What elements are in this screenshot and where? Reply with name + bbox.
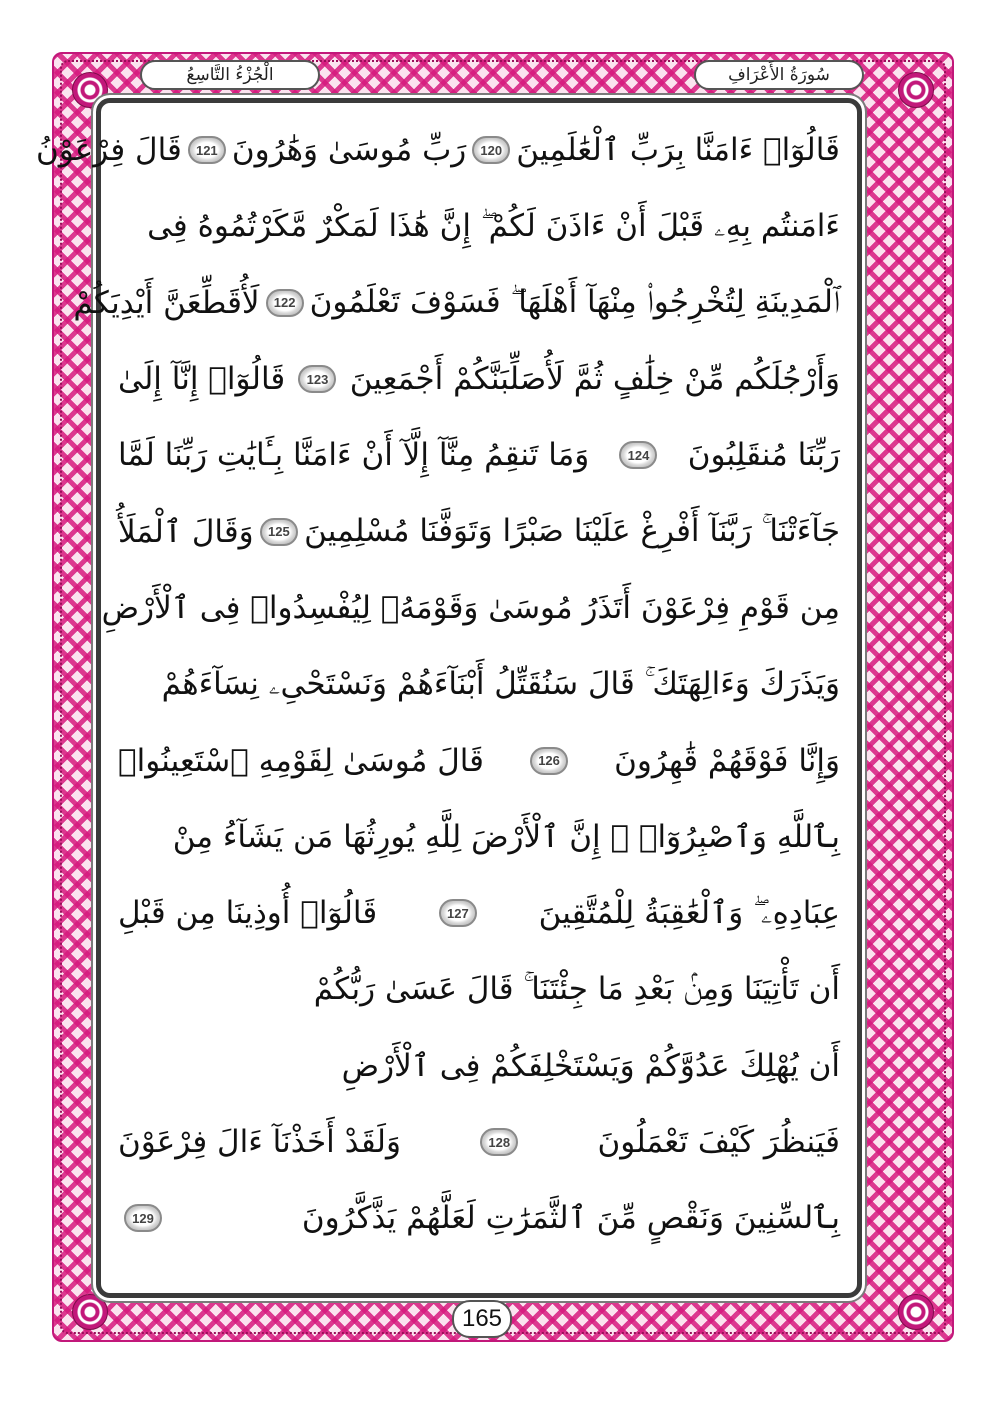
verse-text: أَن تَأْتِيَنَا وَمِنۢ بَعْدِ مَا جِئْتَنَا ۚ قَالَ عَسَىٰ رَبُّكُمْ [313,970,840,1007]
verse-text-area [35,112,840,1256]
verse-text: ءَامَنتُم بِهِۦ قَبْلَ أَنْ ءَاذَنَ لَكُمْ ۖ إِنَّ هَٰذَا لَمَكْرٌ مَّكَرْتُمُوهُ فِى [147,207,840,244]
ayah-number-marker: 126 [530,747,568,775]
verse-text: بِٱلسِّنِينَ وَنَقْصٍ مِّنَ ٱلثَّمَرَٰتِ لَعَلَّهُمْ يَذَّكَّرُونَ [301,1200,840,1237]
verse-text: أَن يُهْلِكَ عَدُوَّكُمْ وَيَسْتَخْلِفَكُمْ فِى ٱلْأَرْضِ [341,1047,840,1084]
verse-text: وَقَالَ ٱلْمَلَأُ [118,513,254,550]
rosette-icon [898,72,934,108]
ayah-number-marker: 122 [266,289,304,317]
verse-text: ٱلْمَدِينَةِ لِتُخْرِجُوا۟ مِنْهَآ أَهْلَهَا ۖ فَسَوْفَ تَعْلَمُونَ [309,284,840,321]
rosette-icon [898,1294,934,1330]
verse-text: رَبِّنَا مُنقَلِبُونَ [687,437,840,474]
page-number: 165 [452,1300,512,1338]
verse-text: قَالُوٓا۟ أُوذِينَا مِن قَبْلِ [118,895,378,932]
verse-line [118,1104,840,1180]
verse-text: فَيَنظُرَ كَيْفَ تَعْمَلُونَ [597,1124,840,1160]
verse-line [35,112,840,188]
ayah-number-marker: 120 [472,136,510,164]
ayah-number-marker: 125 [260,518,298,546]
verse-text: رَبِّ مُوسَىٰ وَهَٰرُونَ [231,132,467,169]
verse-line [118,188,840,264]
verse-text: قَالَ فِرْعَوْنُ [35,132,182,169]
ayah-number-marker: 121 [188,136,226,164]
verse-text: عِبَادِهِۦ ۖ وَٱلْعَٰقِبَةُ لِلْمُتَّقِينَ [538,894,840,931]
verse-line [118,341,840,417]
verse-line [118,1028,840,1104]
verse-line [118,493,840,569]
surah-title: سُورَةُ الأَعْرَافِ [694,60,864,90]
verse-line [118,951,840,1027]
verse-text: مِن قَوْمِ فِرْعَوْنَ أَتَذَرُ مُوسَىٰ وَقَوْمَهُۥ لِيُفْسِدُوا۟ فِى ٱلْأَرْضِ [101,589,840,626]
verse-line [118,875,840,951]
verse-line [118,417,840,493]
verse-text: لَأُقَطِّعَنَّ أَيْدِيَكُمْ [73,284,260,321]
verse-line [101,570,840,646]
rosette-icon [72,1294,108,1330]
verse-text: بِٱللَّهِ وَٱصْبِرُوٓا۟ ۖ إِنَّ ٱلْأَرْضَ لِلَّهِ يُورِثُهَا مَن يَشَآءُ مِنْ [172,818,840,855]
verse-line [118,722,840,798]
verse-line [73,265,840,341]
verse-line [118,799,840,875]
verse-text: وَمَا تَنقِمُ مِنَّآ إِلَّآ أَنْ ءَامَنَّا بِـَٔايَٰتِ رَبِّنَا لَمَّا [118,437,590,474]
verse-text: قَالُوٓا۟ ءَامَنَّا بِرَبِّ ٱلْعَٰلَمِينَ [516,132,840,169]
verse-text: جَآءَتْنَا ۚ رَبَّنَآ أَفْرِغْ عَلَيْنَا صَبْرًا وَتَوَفَّنَا مُسْلِمِينَ [304,513,840,550]
verse-text: وَلَقَدْ أَخَذْنَآ ءَالَ فِرْعَوْنَ [118,1124,401,1160]
ayah-number-marker: 127 [439,899,477,927]
ayah-number-marker: 129 [124,1204,162,1232]
ayah-number-marker: 123 [298,365,336,393]
verse-text: وَيَذَرَكَ وَءَالِهَتَكَ ۚ قَالَ سَنُقَتِّلُ أَبْنَآءَهُمْ وَنَسْتَحْىِۦ نِسَآءَهُمْ [161,665,840,702]
ayah-number-marker: 128 [480,1128,518,1156]
juz-title: الْجُزْءُ التَّاسِعُ [140,60,320,90]
verse-text: وَأَرْجُلَكُم مِّنْ خِلَٰفٍ ثُمَّ لَأُصَلِّبَنَّكُمْ أَجْمَعِينَ [349,361,840,398]
ayah-number-marker: 124 [619,441,657,469]
verse-text: وَإِنَّا فَوْقَهُمْ قَٰهِرُونَ [614,742,840,779]
verse-text: قَالُوٓا۟ إِنَّآ إِلَىٰ [118,361,286,398]
verse-line [118,1180,840,1256]
verse-line [118,646,840,722]
verse-text: قَالَ مُوسَىٰ لِقَوْمِهِ ٱسْتَعِينُوا۟ [118,742,484,779]
